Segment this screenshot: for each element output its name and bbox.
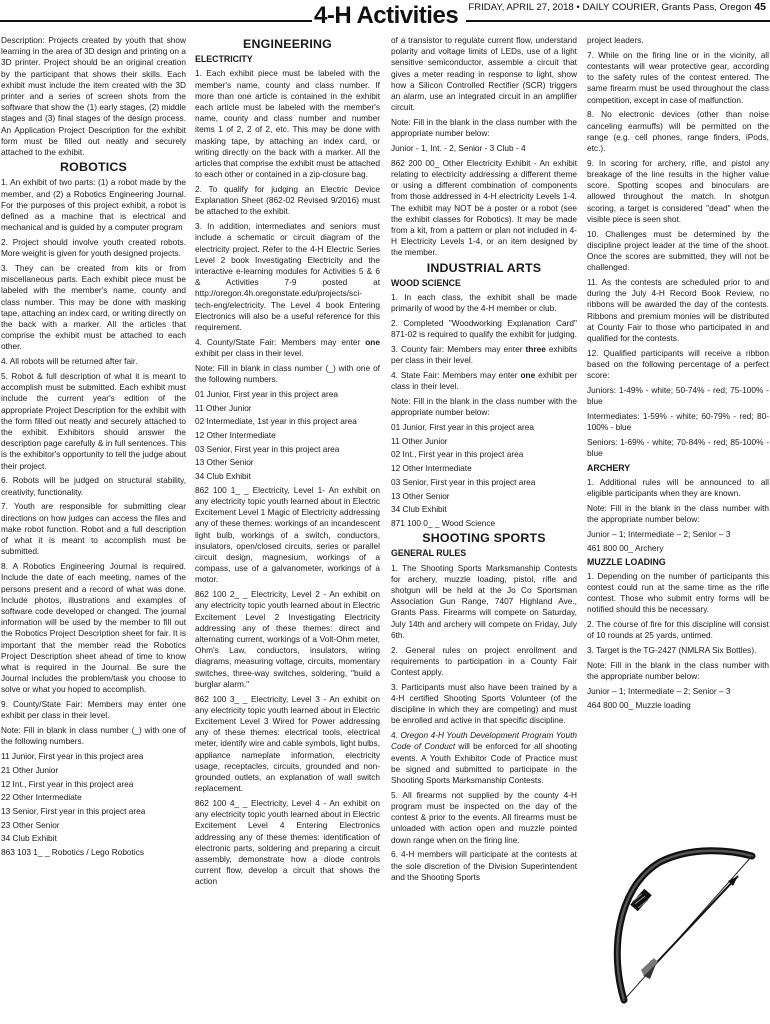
header-rule-left	[0, 20, 312, 22]
wood-science-subheading: WOOD SCIENCE	[391, 277, 461, 288]
wood-rule-3: 3. County fair: Members may enter three exhibits per class in their level.	[391, 344, 577, 366]
robotics-heading: ROBOTICS	[60, 160, 127, 175]
shooting-rule-10: 10. Challenges must be determined by the discipline project leader at the time of the shoot. Once the scores are submitted, they will not be challenged.	[587, 228, 769, 273]
ribbon-intermediates: Intermediates: 1-59% - white; 60-79% - red; 80-100% - blue	[587, 411, 769, 433]
robotics-rule-9: 9. County/State Fair: Members may enter one exhibit per class in their level.	[1, 699, 186, 721]
robotics-rule-5: 5. Robot & full description of what it is meant to accomplish must be submitted. Each exhibit must include the current year's edition of the appropriate Project Description for the exhibit with the form filled out neatly and securely attached to the exhibit. Exhibitors should answer the description page carefully & in full sentences. This is the exhibitor's opportunity to tell the judge about their project.	[1, 371, 186, 471]
class-code: 34 Club Exhibit	[1, 833, 57, 844]
shooting-rule-5: 5. All firearms not supplied by the county 4-H program must be inspected on the day of the contest & prior to the events. All firearms must be unloaded with action open and muzzle pointed down range when on the firing line.	[391, 789, 577, 845]
archery-levels: Junior – 1; Intermediate – 2; Senior – 3	[587, 529, 731, 540]
muzzle-class: 464 800 00_ Muzzle loading	[587, 699, 691, 710]
robotics-rule-8: 8. A Robotics Engineering Journal is required. Include the date of each meeting, names of the persons present and a record of what was done. Include photos, illustrations and examples of software code developed or changed. The journal information will be used by the member to fill out the Robotics Project Description sheet for fair. It is important that the member read the Robotics Project Description sheet ahead of time to know what is required in the Journal. Be sure the Journal includes the problem/task you choose to solve or what you hoped to accomplish.	[1, 561, 186, 695]
level-codes: Junior - 1, Int. - 2, Senior - 3 Club - 4	[391, 143, 526, 154]
column-2	[195, 35, 380, 1020]
shooting-rule-12: 12. Qualified participants will receive a ribbon based on the following percentage of a perfect score:	[587, 347, 769, 381]
class-code: 02 Int., First year in this project area	[391, 449, 524, 460]
shooting-rule-4: 4. Oregon 4-H Youth Development Program Youth Code of Conduct will be enforced for all shooting events. A Youth Exhibitor Code of Practice must be signed and submitted to participate in the Shooting Sports Marksmanship Contests.	[391, 730, 577, 786]
column-3	[391, 35, 577, 1020]
class-code: 01 Junior, First year in this project area	[195, 388, 338, 399]
wood-rule-1: 1. In each class, the exhibit shall be made primarily of wood by the 4-H member or club.	[391, 292, 577, 314]
electricity-level-1: 862 100 1_ _ Electricity, Level 1- An exhibit on any electricity topic youth learned about in Electric Excitement Level 1 Magic of Electricity addressing any of these themes: workings of an incandescent light bulb, workings of a switch, conductors, insulators, open/closed circuits, series or parallel circuit design, magnesium, workings of a compass, use of a galvanometer, workings of a motor.	[195, 484, 380, 585]
class-code: 13 Senior, First year in this project area	[1, 805, 146, 816]
robotics-rule-3: 3. They can be created from kits or from miscellaneous parts. Each exhibit piece must be labeled with the member's name, county and class number. This may be done with masking tape, attaching an index card, or writing directly on the back with a marker. All the articles that comprise the exhibit must be attached to each other.	[1, 263, 186, 352]
page-number: 45	[754, 1, 766, 13]
electricity-rule-1: 1. Each exhibit piece must be labeled with the member's name, county and class number. If more than one article is contained in the exhibit each article must be labeled with the member's name, county and class number and number items 1 of 2, 2 of 2, etc. This may be done with masking tape, by attaching an index card, or writing directly on the back with a marker. All the articles that comprise the exhibit must be attached to each other or contained in a zip-closure bag.	[195, 68, 380, 180]
other-electricity-exhibit: 862 200 00_ Other Electricity Exhibit - An exhibit relating to electricity addressing a different theme or using a different combination of components from those addressed in 4-H electricity Levels 1-4. The exhibit may NOT be a poster or a robot (see the exhibit classes for Robotics). It may be made from a kit, from a pattern or plan not included in 4-H Electricity Levels 1-4, or an item designed by the member.	[391, 157, 577, 258]
dateline-text: FRIDAY, APRIL 27, 2018 • DAILY COURIER, Grants Pass, Oregon	[468, 2, 752, 13]
page-header	[0, 0, 770, 34]
class-code: 03 Senior, First year in this project area	[391, 476, 536, 487]
general-rules-subheading: GENERAL RULES	[391, 548, 467, 559]
wood-note: Note: Fill in the blank in the class number with the appropriate number below:	[391, 396, 577, 418]
class-code: 11 Junior, First year in this project area	[1, 751, 144, 762]
class-code: 13 Other Senior	[391, 490, 450, 501]
shooting-rule-1: 1. The Shooting Sports Marksmanship Contests for archery, muzzle loading, pistol, rifle and shotgun will be held at the Jo Co Sportsman Association Gun Range, 7407 Highland Ave., Grants Pass. Firearms will compete on Saturday, July 14th and archery will compete on Friday, July 6th.	[391, 562, 577, 640]
shooting-rule-11: 11. As the contests are scheduled prior to and during the July 4-H Record Book Review, no ribbons will be awarded the day of the contests. Ribbons and premium monies will be distributed at County Fair to those who participated in and qualified for the contests.	[587, 277, 769, 344]
robotics-rule-7: 7. Youth are responsible for submitting clear directions on how judges can access the files and make robot function. Robot and a full description of what it is meant to accomplish must be submitted.	[1, 501, 186, 557]
electricity-subheading: ELECTRICITY	[195, 54, 253, 65]
class-code: 11 Other Junior	[195, 402, 252, 413]
archery-subheading: ARCHERY	[587, 463, 631, 474]
ribbon-juniors: Juniors: 1-49% - white; 50-74% - red; 75-100% - blue	[587, 385, 769, 407]
archery-rule-1: 1. Additional rules will be announced to all eligible participants when they are known.	[587, 477, 769, 499]
muzzle-note: Note: Fill in the blank in the class number with the appropriate number below:	[587, 660, 769, 682]
robotics-rule-4: 4. All robots will be returned after fair.	[1, 356, 138, 367]
ribbon-seniors: Seniors: 1-69% - white; 70-84% - red; 85-100% - blue	[587, 437, 769, 459]
3d-description: Description: Projects created by youth that show learning in the area of 3D design and printing on a 3D printer. Project should be an original creation by the participant that shows their skills. Each exhibit must include the item created with the 3D printer and a series of screen shots from the software that show the (1) early stages, (2) middle stages and (3) final stages of the design process. An Application Project Description for the exhibit form must be filled out neatly and securely attached to the exhibit.	[1, 35, 186, 158]
class-code: 871 100 0_ _ Wood Science	[391, 517, 496, 528]
shooting-rule-3: 3. Participants must also have been trained by a 4-H certified Shooting Sports Volunteer (of the discipline in which they are competing) and must be enrolled and active in that specific discipline.	[391, 681, 577, 726]
class-code: 12 Other Intermediate	[391, 463, 472, 474]
class-code: 03 Senior, First year in this project area	[195, 443, 340, 454]
class-code: 01 Junior, First year in this project area	[391, 422, 534, 433]
shooting-rule-2: 2. General rules on project enrollment and requirements to participation in a County Fair Contest apply.	[391, 644, 577, 677]
engineering-heading: ENGINEERING	[243, 37, 332, 51]
wood-rule-4: 4. State Fair: Members may enter one exhibit per class in their level.	[391, 370, 577, 392]
electricity-level-2: 862 100 2_ _ Electricity, Level 2 - An exhibit on any electricity topic youth learned about in Electric Excitement Level 2 Investigating Electricity addressing any of these themes: direct and alternating current, workings of a Volt-Ohm meter, Ohm's Law, conductors, insulators, wiring diagrams, measuring voltage, circuits, momentary switches, three-way switches, soldering, "build a burglar alarm."	[195, 589, 380, 689]
class-code: 22 Other Intermediate	[1, 792, 82, 803]
shooting-rule-8: 8. No electronic devices (other than noise canceling earmuffs) will be permitted on the range (e.g. cell phones, range finders, iPods, etc.).	[587, 109, 769, 154]
shooting-rule-6: 6. 4-H members will participate at the contests at the sole discretion of the Division Superintendent and the Shooting Sports	[391, 849, 577, 882]
archery-note: Note: Fill in the blank in the class number with the appropriate number below:	[587, 503, 769, 525]
electricity-note-2: Note: Fill in the blank in the class number with the appropriate number below:	[391, 117, 577, 139]
class-code: 12 Other Intermediate	[195, 429, 276, 440]
robotics-note: Note: Fill in blank in class number (_) with one of the following numbers.	[1, 725, 186, 747]
header-rule-right	[466, 20, 770, 22]
class-code: 02 Intermediate, 1st year in this project area	[195, 416, 357, 427]
class-code: 34 Club Exhibit	[195, 471, 251, 482]
class-code: 863 103 1_ _ Robotics / Lego Robotics	[1, 847, 144, 858]
muzzle-rule-1: 1. Depending on the number of participants this contest could run at the same time as the rifle contest. Those who submit entry forms will be notified should this be necessary.	[587, 570, 769, 615]
column-1	[1, 35, 186, 1020]
robotics-rule-2: 2. Project should involve youth created robots. More weight is given for youth designed projects.	[1, 237, 186, 259]
electricity-rule-2: 2. To qualify for judging an Electric Device Explanation Sheet (862-02 Revised 9/2016) must be attached to the exhibit.	[195, 184, 380, 217]
shooting-sports-heading: SHOOTING SPORTS	[422, 531, 546, 546]
muzzle-rule-3: 3. Target is the TG-2427 (NMLRA Six Bottles).	[587, 645, 757, 656]
electricity-rule-4: 4. County/State Fair: Members may enter one exhibit per class in their level.	[195, 336, 380, 359]
wood-rule-2: 2. Completed "Woodworking Explanation Card" 871-02 is required to qualify the exhibit for judging.	[391, 318, 577, 340]
bow-and-arrow-icon	[604, 846, 762, 1012]
electricity-note: Note: Fill in blank in class number (_) with one of the following numbers.	[195, 362, 380, 385]
class-code: 23 Other Senior	[1, 819, 60, 830]
class-code: 11 Other Junior	[391, 435, 448, 446]
archery-class: 461 800 00_ Archery	[587, 542, 664, 553]
muzzle-levels: Junior – 1; Intermediate – 2; Senior – 3	[587, 686, 731, 697]
muzzle-loading-subheading: MUZZLE LOADING	[587, 556, 666, 567]
electricity-level-3: 862 100 3_ _ Electricity, Level 3 - An exhibit on any electricity topic youth learned about in Electric Excitement Level 3 Wired for Power addressing any of these themes: electrical tools, electrical meter, identify wire and cable symbols, light bulbs, appliance nameplate information, electricity usage, receptacles, circuits, grounded and non-grounded outlets, an explanation of wall switch replacement.	[195, 693, 380, 794]
shooting-rule-9: 9. In scoring for archery, rifle, and pistol any breakage of the line results in the higher value score. Spotting scopes and binoculars are allowed throughout the match. In shotgun scoring, a target is considered "dead" when the visible piece is seen shot.	[587, 157, 769, 224]
shooting-rule-7: 7. While on the firing line or in the vicinity, all contestants will wear protective gear, according to the safety rules of the contest entered. The same firearm must be used throughout the class competition, except in case of malfunction.	[587, 49, 769, 105]
class-code: 12 Int., First year in this project area	[1, 778, 134, 789]
section-title: 4-H Activities	[314, 2, 459, 29]
electricity-level-4: 862 100 4_ _ Electricity, Level 4 - An exhibit on any electricity topic youth learned about in Electric Excitement Level 4 Entering Electronics addressing any of these themes: identification of electronic parts, soldering and preparing a circuit assembly, demonstrate how a diode controls current flow, develop a circuit that shows the action	[195, 798, 380, 887]
class-code: 34 Club Exhibit	[391, 504, 447, 515]
class-code: 21 Other Junior	[1, 764, 59, 775]
muzzle-rule-2: 2. The course of fire for this discipline will consist of 10 rounds at 25 yards, untimed.	[587, 619, 769, 641]
industrial-arts-heading: INDUSTRIAL ARTS	[426, 260, 542, 275]
electricity-rule-3: 3. In addition, intermediates and seniors must include a schematic or circuit diagram of the electricity project. Refer to the 4-H Electric Series Level 2 book Investigating Electricity and the interactive e-learning modules for Activities 5 & 6 & Activities 7-9 posted at http://oregon.4h.oregonstate.edu/projects/sci-tech-eng/electricity. The Level 4 book Entering Electronics will also be a useful reference for this requirement.	[195, 221, 380, 333]
class-code: 13 Other Senior	[195, 457, 254, 468]
robotics-rule-6: 6. Robots will be judged on structural stability, creativity, functionality.	[1, 475, 186, 497]
dateline	[468, 1, 766, 13]
shooting-rule-6-cont: project leaders.	[587, 35, 644, 45]
robotics-rule-1: 1. An exhibit of two parts: (1) a robot made by the member, and (2) a Robotics Engineering Journal. For the purposes of this project exhibit, a robot is defined as a machine that is electrical and mechanical and is guided by a computer program	[1, 177, 186, 233]
electricity-level-4-cont: of a transistor to regulate current flow, understand polarity and voltage limits of LEDs, use of a light sensitive semiconductor, assemble a circuit that gives a meter reading in response to light, show how a Silicon Controlled Rectifier (SCR) triggers an alarm, use an integrated circuit in an amplifier circuit.	[391, 35, 577, 113]
